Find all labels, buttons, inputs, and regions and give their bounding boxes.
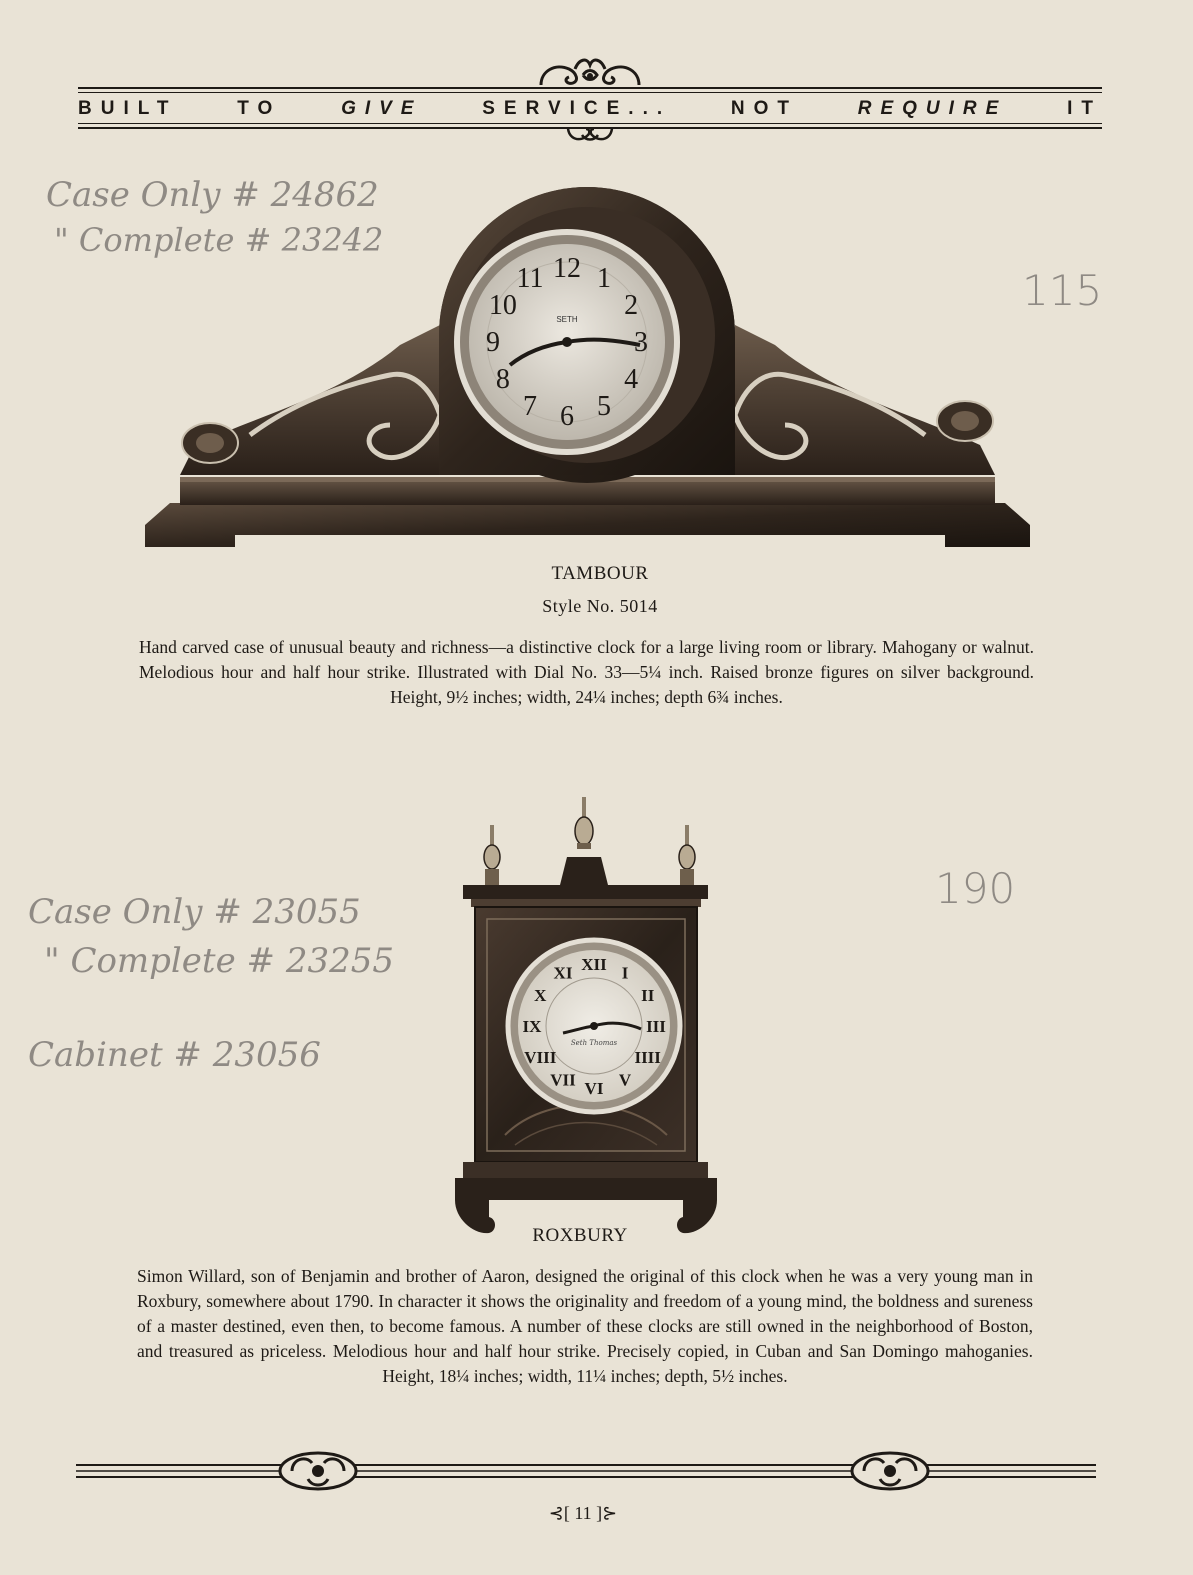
- bottom-scroll-ornament: [564, 123, 616, 145]
- dial-numeral: 1: [597, 262, 611, 294]
- finial: [679, 825, 695, 885]
- dial-numeral: III: [646, 1017, 666, 1036]
- dial-numeral: 8: [495, 364, 510, 395]
- roxbury-clock-illustration: [445, 795, 730, 1240]
- handwritten-price: 115: [1022, 266, 1103, 315]
- dial-numeral: 5: [597, 391, 611, 423]
- header-word: SERVICE...: [482, 98, 672, 119]
- roxbury-dial-maker: Seth Thomas: [570, 1039, 618, 1047]
- top-scroll-ornament: [533, 55, 647, 87]
- dial-numeral: VII: [550, 1070, 576, 1090]
- finial: [559, 797, 609, 889]
- dial-numeral: 12: [553, 253, 581, 284]
- dial-numeral: X: [534, 986, 547, 1005]
- dial-numeral: 10: [488, 290, 517, 321]
- dial-numeral: 4: [624, 364, 639, 395]
- dial-numeral: V: [618, 1070, 632, 1090]
- dial-numeral: 7: [523, 391, 537, 423]
- tambour-style-number: Style No. 5014: [542, 596, 658, 616]
- header-word: BUILT: [78, 98, 178, 119]
- header-slogan: [78, 97, 1102, 121]
- handwritten-case-only-number: Case Only # 24862: [46, 175, 379, 215]
- bracket-right-icon: ]⊱: [596, 1503, 618, 1523]
- dial-numeral: IX: [522, 1017, 542, 1036]
- page-number: [548, 1503, 618, 1524]
- finial: [484, 825, 500, 885]
- dial-numeral: VIII: [524, 1048, 557, 1067]
- roxbury-description: Simon Willard, son of Benjamin and brother of Aaron, designed the original of this clock when he was a very young man in Roxbury, somewhere about 1790. In character it shows the originality and freedom of a young mind, the boldness and sureness of a master destined, even then, to become famous. A number of these clocks are still owned in the neighborhood of Boston, and treasured as priceless. Melodious hour and half hour strike. Precisely copied, in Cuban and San Domingo mahoganies. Height, 18¼ inches; width, 11¼ inches; depth, 5½ inches.: [137, 1266, 1033, 1386]
- header-banner: [78, 60, 1102, 150]
- tambour-title: TAMBOUR: [551, 563, 649, 584]
- dial-numeral: 2: [624, 290, 639, 321]
- footer-ornament-left: [280, 1453, 356, 1489]
- footer-ornament-right: [852, 1453, 928, 1489]
- page-number-value: 11: [574, 1503, 592, 1523]
- handwritten-complete-number: " Complete # 23242: [54, 221, 384, 259]
- tambour-clock-illustration: [140, 185, 1035, 555]
- header-word: IT: [1067, 98, 1102, 119]
- handwritten-case-only-number: Case Only # 23055: [28, 892, 361, 932]
- handwritten-complete-number: " Complete # 23255: [44, 941, 394, 981]
- dial-numeral: XI: [553, 963, 573, 983]
- header-word: REQUIRE: [857, 98, 1008, 119]
- tambour-description: Hand carved case of unusual beauty and richness—a distinctive clock for a large living room or library. Mahogany or walnut. Melodious hour and half hour strike. Illustrated with Dial No. 33—5¼ inch. Raised bronze figures on silver background. Height, 9½ inches; width, 24¼ inches; depth 6¾ inches.: [139, 637, 1034, 707]
- handwritten-price: 190: [935, 864, 1016, 913]
- dial-numeral: II: [641, 986, 655, 1005]
- tambour-dial-maker: SETH: [556, 315, 578, 324]
- dial-numeral: I: [621, 963, 629, 983]
- header-word: GIVE: [341, 98, 423, 119]
- dial-numeral: 6: [560, 401, 574, 432]
- dial-numeral: VI: [584, 1079, 604, 1098]
- header-word: NOT: [730, 98, 798, 119]
- dial-numeral: 9: [486, 327, 500, 358]
- roxbury-title: ROXBURY: [532, 1225, 628, 1246]
- dial-numeral: XII: [581, 955, 607, 974]
- dial-numeral: 11: [516, 262, 544, 294]
- dial-numeral: 3: [634, 327, 648, 358]
- bracket-left-icon: ⊰[: [548, 1503, 570, 1523]
- header-word: TO: [237, 98, 282, 119]
- handwritten-cabinet-number: Cabinet # 23056: [28, 1035, 321, 1075]
- dial-numeral: IIII: [634, 1048, 661, 1067]
